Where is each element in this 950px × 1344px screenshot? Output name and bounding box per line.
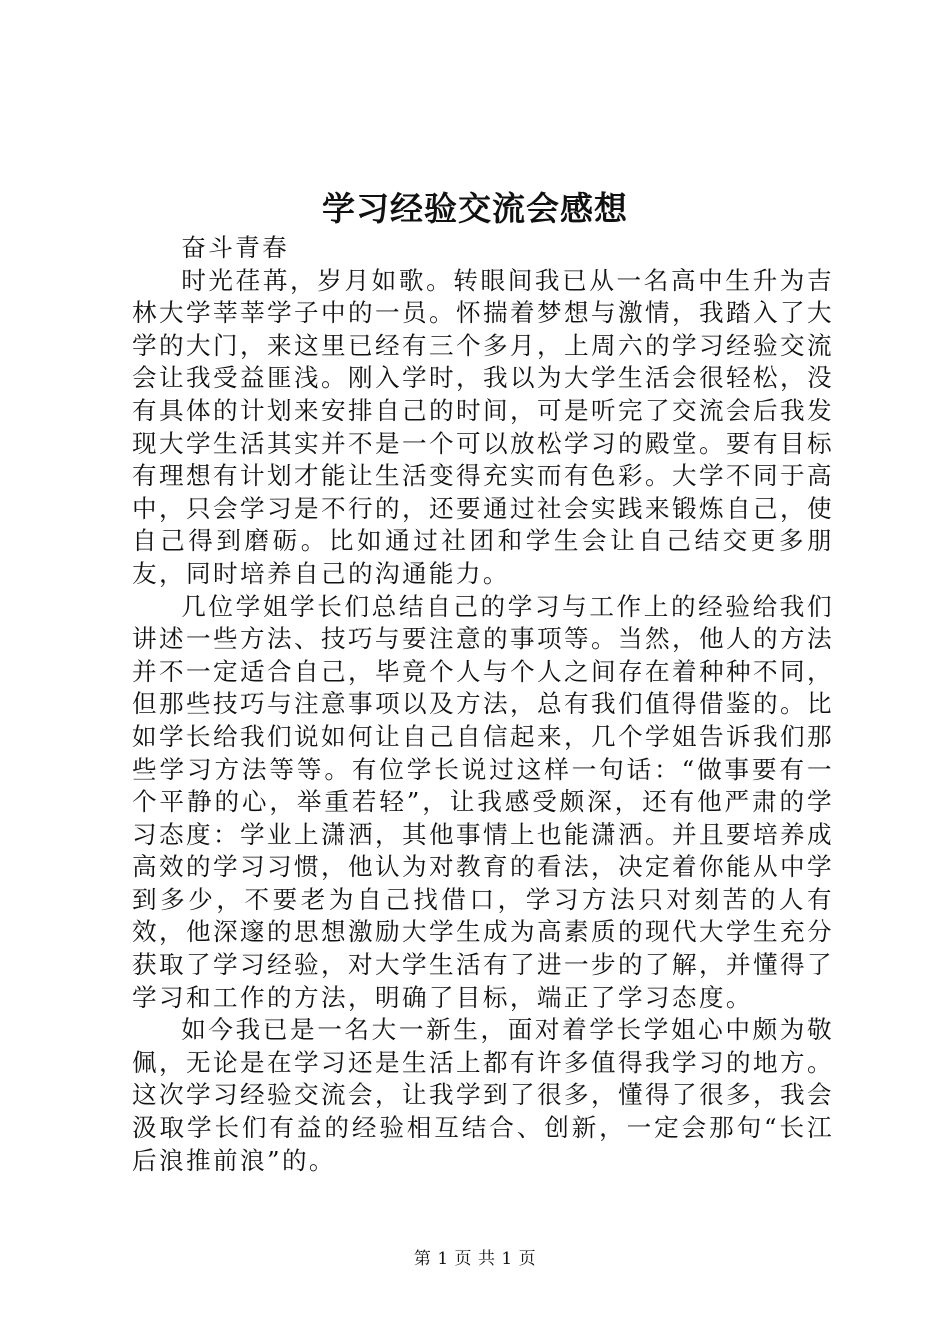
document-title: 学习经验交流会感想 xyxy=(322,189,628,228)
page-number-footer: 第 1 页 共 1 页 xyxy=(413,1249,537,1269)
paragraph-3: 如今我已是一名大一新生，面对着学长学姐心中颇为敬佩，无论是在学习还是生活上都有许多值得我学习的地方。这次学习经验交流会，让我学到了很多，懂得了很多，我会汲取学长们有益的经验相互结合、创新，一定会那句“长江后浪推前浪”的。 xyxy=(132,1015,834,1175)
document-body xyxy=(132,232,834,1177)
paragraph-1: 时光荏苒，岁月如歌。转眼间我已从一名高中生升为吉林大学莘莘学子中的一员。怀揣着梦想与激情，我踏入了大学的大门，来这里已经有三个多月，上周六的学习经验交流会让我受益匪浅。刚入学时，我以为大学生活会很轻松，没有具体的计划来安排自己的时间，可是听完了交流会后我发现大学生活其实并不是一个可以放松学习的殿堂。要有目标有理想有计划才能让生活变得充实而有色彩。大学不同于高中，只会学习是不行的，还要通过社会实践来锻炼自己，使自己得到磨砺。比如通过社团和学生会让自己结交更多朋友，同时培养自己的沟通能力。 xyxy=(132,265,834,588)
document-subtitle: 奋斗青春 xyxy=(181,233,290,262)
paragraph-2: 几位学姐学长们总结自己的学习与工作上的经验给我们讲述一些方法、技巧与要注意的事项等。当然，他人的方法并不一定适合自己，毕竟个人与个人之间存在着种种不同，但那些技巧与注意事项以及方法，总有我们值得借鉴的。比如学长给我们说如何让自己自信起来，几个学姐告诉我们那些学习方法等等。有位学长说过这样一句话：“做事要有一个平静的心，举重若轻”，让我感受颇深，还有他严肃的学习态度：学业上潇洒，其他事情上也能潇洒。并且要培养成高效的学习习惯，他认为对教育的看法，决定着你能从中学到多少，不要老为自己找借口，学习方法只对刻苦的人有效，他深邃的思想激励大学生成为高素质的现代大学生充分获取了学习经验，对大学生活有了进一步的了解，并懂得了学习和工作的方法，明确了目标，端正了学习态度。 xyxy=(132,591,834,1012)
